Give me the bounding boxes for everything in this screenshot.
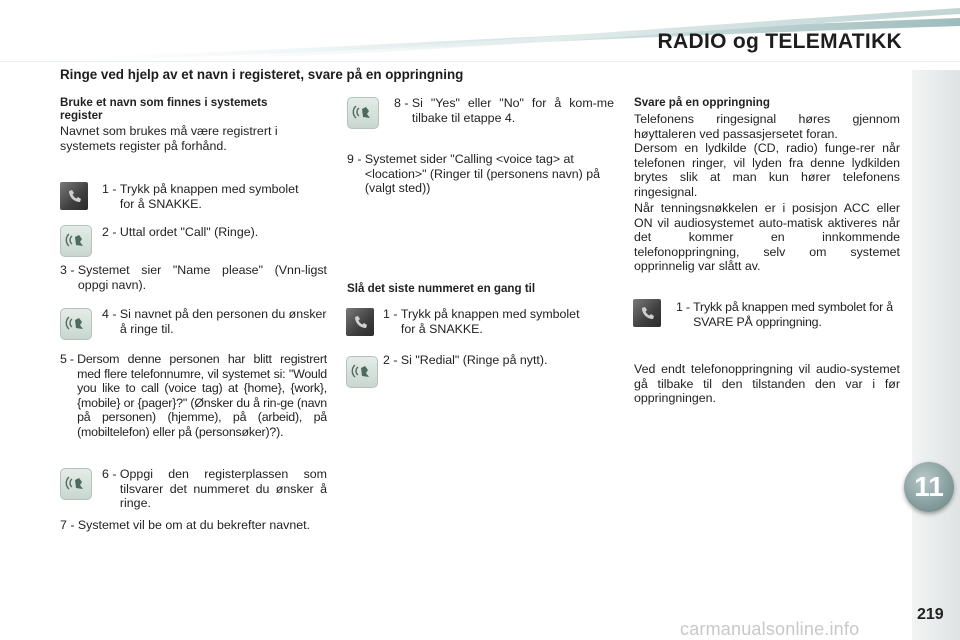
answer-title: Svare på en oppringning: [634, 96, 770, 109]
header-title: RADIO og TELEMATIKK: [657, 30, 902, 53]
redial-title: Slå det siste nummeret en gang til: [347, 282, 536, 295]
col2-step-9: 9 - Systemet sider "Calling <voice tag> at <location>" (Ringer til (personens navn) på (valgt sted)): [347, 152, 601, 196]
answer-paragraph-1: Telefonens ringesignal høres gjennom høyttaleren ved passasjersetet foran.: [634, 112, 900, 141]
col1-subtitle: Bruke et navn som finnes i systemets register: [60, 96, 268, 123]
answer-step-1: 1 - Trykk på knappen med symbolet for å SVARE PÅ oppringning.: [676, 300, 893, 329]
answer-paragraph-2: Dersom en lydkilde (CD, radio) funge-rer når telefonen ringer, vil lyden fra denne lydkilden brytes slik at man kun hører telefonens ringesignal.: [634, 141, 900, 199]
phone-button-icon: [633, 299, 661, 327]
voice-command-icon: [60, 468, 92, 500]
section-title: Ringe ved hjelp av et navn i registeret, svare på en oppringning: [60, 67, 464, 82]
redial-step-1: 1 - Trykk på knappen med symbolet for å SNAKKE.: [383, 307, 580, 336]
answer-paragraph-3: Når tenningsnøkkelen er i posisjon ACC eller ON vil audiosystemet auto-matisk aktiveres når det kommer en innkommende telefonoppringning, selv om systemet opprinnelig var slått av.: [634, 201, 900, 274]
col1-step-7: 7 - Systemet vil be om at du bekrefter navnet.: [60, 518, 311, 532]
answer-paragraph-4: Ved endt telefonoppringning vil audio-systemet gå tilbake til den tilstanden den var i før oppringningen.: [634, 362, 900, 406]
voice-command-icon: [347, 97, 379, 129]
col1-step-4: 4 - Si navnet på den personen du ønsker å ringe til.: [102, 307, 327, 336]
watermark: carmanualsonline.info: [680, 619, 860, 639]
col1-step-6: 6 - Oppgi den registerplassen som tilsvarer det nummeret du ønsker å ringe.: [102, 467, 327, 511]
voice-command-icon: [60, 308, 92, 340]
page-number: 219: [917, 606, 944, 623]
voice-command-icon: [346, 356, 378, 388]
col2-step-8: 8 - Si "Yes" eller "No" for å kom-me tilbake til etappe 4.: [394, 96, 614, 125]
col1-step-1: 1 - Trykk på knappen med symbolet for å SNAKKE.: [102, 182, 299, 211]
page-edge-strip: [912, 70, 960, 640]
chapter-badge: 11: [904, 462, 954, 512]
voice-command-icon: [60, 225, 92, 257]
col1-intro: Navnet som brukes må være registrert i systemets register på forhånd.: [60, 124, 278, 153]
phone-button-icon: [346, 308, 374, 336]
col1-step-2: 2 - Uttal ordet "Call" (Ringe).: [102, 225, 259, 239]
col1-step-5: 5 - Dersom denne personen har blitt registrert med flere telefonnumre, vil systemet si: "Would you like to call (voice tag) at {home}, {work}, {mobile} or {pager}?" (Ønsker du å rin-ge (navn på personen) (hjemme), på (arbeid), på (mobiltelefon) eller på (personsøker)?).: [60, 352, 327, 439]
col1-step-3: 3 - Systemet sier "Name please" (Vnn-ligst oppgi navn).: [60, 263, 327, 292]
phone-button-icon: [60, 182, 88, 210]
redial-step-2: 2 - Si "Redial" (Ringe på nytt).: [383, 353, 548, 367]
